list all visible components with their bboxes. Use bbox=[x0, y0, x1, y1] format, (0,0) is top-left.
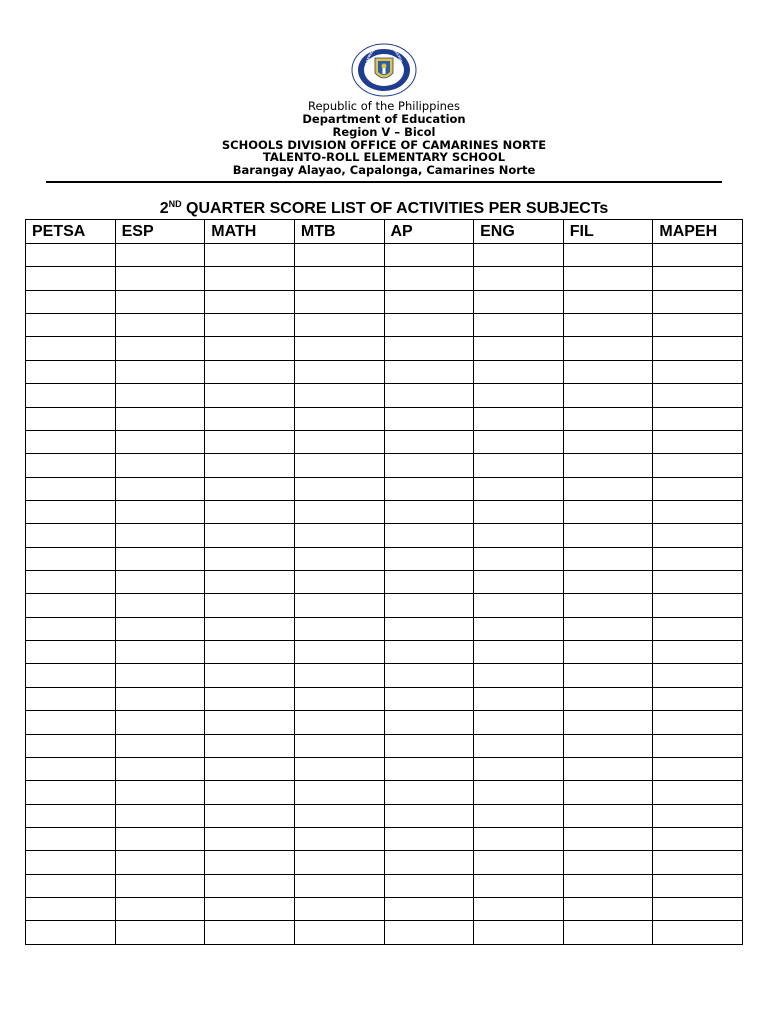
table-cell-eng[interactable] bbox=[474, 711, 564, 734]
table-cell-esp[interactable] bbox=[115, 664, 205, 687]
table-cell-mapeh[interactable] bbox=[653, 314, 743, 337]
table-cell-esp[interactable] bbox=[115, 641, 205, 664]
table-cell-mapeh[interactable] bbox=[653, 337, 743, 360]
deped-seal bbox=[351, 43, 417, 97]
table-cell-math[interactable] bbox=[205, 384, 295, 407]
table-cell-math[interactable] bbox=[205, 851, 295, 874]
table-cell-mtb[interactable] bbox=[294, 267, 384, 290]
table-cell-math[interactable] bbox=[205, 617, 295, 640]
table-cell-eng[interactable] bbox=[474, 921, 564, 945]
table-cell-petsa[interactable] bbox=[26, 664, 116, 687]
table-cell-mtb[interactable] bbox=[294, 384, 384, 407]
table-cell-ap[interactable] bbox=[384, 571, 474, 594]
table-cell-mtb[interactable] bbox=[294, 781, 384, 804]
table-cell-esp[interactable] bbox=[115, 757, 205, 780]
table-cell-petsa[interactable] bbox=[26, 687, 116, 710]
table-cell-mtb[interactable] bbox=[294, 851, 384, 874]
table-cell-petsa[interactable] bbox=[26, 384, 116, 407]
table-cell-ap[interactable] bbox=[384, 314, 474, 337]
table-row bbox=[26, 898, 743, 921]
column-header-mtb: MTB bbox=[294, 220, 384, 244]
table-row bbox=[26, 921, 743, 945]
table-row bbox=[26, 827, 743, 850]
table-cell-mapeh[interactable] bbox=[653, 407, 743, 430]
table-row bbox=[26, 851, 743, 874]
table-cell-math[interactable] bbox=[205, 430, 295, 453]
table-cell-eng[interactable] bbox=[474, 804, 564, 827]
table-cell-mtb[interactable] bbox=[294, 617, 384, 640]
table-cell-mapeh[interactable] bbox=[653, 500, 743, 523]
table-cell-mapeh[interactable] bbox=[653, 757, 743, 780]
table-cell-mtb[interactable] bbox=[294, 874, 384, 897]
table-cell-mapeh[interactable] bbox=[653, 711, 743, 734]
score-table bbox=[25, 219, 743, 945]
table-cell-eng[interactable] bbox=[474, 430, 564, 453]
table-cell-math[interactable] bbox=[205, 454, 295, 477]
table-cell-petsa[interactable] bbox=[26, 757, 116, 780]
table-cell-fil[interactable] bbox=[563, 337, 653, 360]
table-cell-mtb[interactable] bbox=[294, 664, 384, 687]
table-cell-esp[interactable] bbox=[115, 711, 205, 734]
table-row bbox=[26, 641, 743, 664]
table-cell-fil[interactable] bbox=[563, 360, 653, 383]
table-cell-ap[interactable] bbox=[384, 827, 474, 850]
table-cell-eng[interactable] bbox=[474, 547, 564, 570]
table-cell-ap[interactable] bbox=[384, 244, 474, 267]
table-cell-math[interactable] bbox=[205, 898, 295, 921]
table-cell-math[interactable] bbox=[205, 290, 295, 313]
table-row bbox=[26, 290, 743, 313]
table-cell-mapeh[interactable] bbox=[653, 594, 743, 617]
table-row bbox=[26, 407, 743, 430]
table-cell-mapeh[interactable] bbox=[653, 687, 743, 710]
table-cell-petsa[interactable] bbox=[26, 267, 116, 290]
page-title bbox=[0, 199, 768, 219]
table-cell-ap[interactable] bbox=[384, 477, 474, 500]
table-cell-fil[interactable] bbox=[563, 781, 653, 804]
table-cell-mtb[interactable] bbox=[294, 827, 384, 850]
table-cell-esp[interactable] bbox=[115, 898, 205, 921]
table-cell-fil[interactable] bbox=[563, 687, 653, 710]
table-cell-mapeh[interactable] bbox=[653, 617, 743, 640]
table-cell-esp[interactable] bbox=[115, 571, 205, 594]
table-cell-fil[interactable] bbox=[563, 314, 653, 337]
table-cell-esp[interactable] bbox=[115, 290, 205, 313]
table-cell-eng[interactable] bbox=[474, 827, 564, 850]
table-cell-eng[interactable] bbox=[474, 781, 564, 804]
table-cell-mapeh[interactable] bbox=[653, 244, 743, 267]
table-cell-mtb[interactable] bbox=[294, 711, 384, 734]
table-cell-eng[interactable] bbox=[474, 617, 564, 640]
table-body bbox=[26, 244, 743, 945]
table-row bbox=[26, 384, 743, 407]
table-cell-math[interactable] bbox=[205, 407, 295, 430]
table-cell-eng[interactable] bbox=[474, 337, 564, 360]
table-cell-fil[interactable] bbox=[563, 827, 653, 850]
table-cell-ap[interactable] bbox=[384, 781, 474, 804]
table-row bbox=[26, 267, 743, 290]
table-cell-ap[interactable] bbox=[384, 384, 474, 407]
table-cell-ap[interactable] bbox=[384, 851, 474, 874]
header-division: SCHOOLS DIVISION OFFICE OF CAMARINES NORTE bbox=[221, 138, 547, 152]
table-cell-esp[interactable] bbox=[115, 384, 205, 407]
table-cell-math[interactable] bbox=[205, 827, 295, 850]
table-row bbox=[26, 314, 743, 337]
title-superscript: ND bbox=[168, 199, 182, 209]
table-cell-esp[interactable] bbox=[115, 407, 205, 430]
table-cell-mtb[interactable] bbox=[294, 641, 384, 664]
table-cell-petsa[interactable] bbox=[26, 244, 116, 267]
table-cell-mtb[interactable] bbox=[294, 571, 384, 594]
table-cell-ap[interactable] bbox=[384, 734, 474, 757]
table-cell-fil[interactable] bbox=[563, 244, 653, 267]
table-cell-esp[interactable] bbox=[115, 430, 205, 453]
table-cell-math[interactable] bbox=[205, 921, 295, 945]
table-cell-esp[interactable] bbox=[115, 500, 205, 523]
table-cell-fil[interactable] bbox=[563, 757, 653, 780]
table-cell-mapeh[interactable] bbox=[653, 547, 743, 570]
table-cell-eng[interactable] bbox=[474, 734, 564, 757]
table-cell-ap[interactable] bbox=[384, 290, 474, 313]
table-cell-ap[interactable] bbox=[384, 757, 474, 780]
table-cell-eng[interactable] bbox=[474, 851, 564, 874]
table-cell-mtb[interactable] bbox=[294, 337, 384, 360]
column-header-fil: FIL bbox=[563, 220, 653, 244]
table-cell-mapeh[interactable] bbox=[653, 921, 743, 945]
table-row bbox=[26, 500, 743, 523]
table-cell-mtb[interactable] bbox=[294, 430, 384, 453]
table-cell-petsa[interactable] bbox=[26, 337, 116, 360]
table-cell-ap[interactable] bbox=[384, 664, 474, 687]
table-cell-petsa[interactable] bbox=[26, 734, 116, 757]
table-cell-math[interactable] bbox=[205, 757, 295, 780]
table-cell-eng[interactable] bbox=[474, 594, 564, 617]
table-row bbox=[26, 734, 743, 757]
table-cell-fil[interactable] bbox=[563, 804, 653, 827]
table-cell-eng[interactable] bbox=[474, 898, 564, 921]
table-cell-petsa[interactable] bbox=[26, 524, 116, 547]
table-cell-math[interactable] bbox=[205, 687, 295, 710]
table-cell-petsa[interactable] bbox=[26, 781, 116, 804]
table-cell-mtb[interactable] bbox=[294, 804, 384, 827]
table-cell-mapeh[interactable] bbox=[653, 898, 743, 921]
table-cell-mapeh[interactable] bbox=[653, 430, 743, 453]
header-address: Barangay Alayao, Capalonga, Camarines Norte bbox=[232, 163, 536, 177]
table-row bbox=[26, 244, 743, 267]
table-row bbox=[26, 687, 743, 710]
table-cell-math[interactable] bbox=[205, 244, 295, 267]
table-cell-ap[interactable] bbox=[384, 524, 474, 547]
table-cell-eng[interactable] bbox=[474, 641, 564, 664]
table-cell-mtb[interactable] bbox=[294, 477, 384, 500]
header-school: TALENTO-ROLL ELEMENTARY SCHOOL bbox=[262, 150, 506, 164]
table-cell-ap[interactable] bbox=[384, 641, 474, 664]
column-header-math: MATH bbox=[205, 220, 295, 244]
table-cell-math[interactable] bbox=[205, 337, 295, 360]
table-cell-math[interactable] bbox=[205, 524, 295, 547]
table-cell-eng[interactable] bbox=[474, 687, 564, 710]
table-cell-ap[interactable] bbox=[384, 804, 474, 827]
table-row bbox=[26, 594, 743, 617]
table-cell-esp[interactable] bbox=[115, 360, 205, 383]
table-cell-mtb[interactable] bbox=[294, 734, 384, 757]
table-cell-petsa[interactable] bbox=[26, 430, 116, 453]
table-cell-petsa[interactable] bbox=[26, 360, 116, 383]
table-cell-math[interactable] bbox=[205, 641, 295, 664]
table-row bbox=[26, 477, 743, 500]
table-header-row bbox=[26, 220, 743, 244]
table-cell-eng[interactable] bbox=[474, 314, 564, 337]
table-cell-mtb[interactable] bbox=[294, 757, 384, 780]
table-cell-mapeh[interactable] bbox=[653, 571, 743, 594]
table-cell-ap[interactable] bbox=[384, 874, 474, 897]
table-cell-math[interactable] bbox=[205, 547, 295, 570]
table-cell-eng[interactable] bbox=[474, 571, 564, 594]
column-header-eng: ENG bbox=[474, 220, 564, 244]
table-cell-mapeh[interactable] bbox=[653, 804, 743, 827]
table-cell-esp[interactable] bbox=[115, 594, 205, 617]
table-cell-petsa[interactable] bbox=[26, 454, 116, 477]
table-cell-fil[interactable] bbox=[563, 711, 653, 734]
table-cell-ap[interactable] bbox=[384, 921, 474, 945]
table-cell-fil[interactable] bbox=[563, 454, 653, 477]
table-cell-esp[interactable] bbox=[115, 781, 205, 804]
table-cell-mtb[interactable] bbox=[294, 244, 384, 267]
table-cell-mapeh[interactable] bbox=[653, 267, 743, 290]
table-row bbox=[26, 781, 743, 804]
table-cell-eng[interactable] bbox=[474, 360, 564, 383]
table-cell-fil[interactable] bbox=[563, 547, 653, 570]
column-header-mapeh: MAPEH bbox=[653, 220, 743, 244]
table-cell-ap[interactable] bbox=[384, 687, 474, 710]
table-cell-petsa[interactable] bbox=[26, 617, 116, 640]
table-cell-petsa[interactable] bbox=[26, 407, 116, 430]
table-cell-mapeh[interactable] bbox=[653, 477, 743, 500]
table-cell-petsa[interactable] bbox=[26, 547, 116, 570]
table-row bbox=[26, 617, 743, 640]
table-cell-eng[interactable] bbox=[474, 407, 564, 430]
column-header-petsa: PETSA bbox=[26, 220, 116, 244]
table-cell-eng[interactable] bbox=[474, 384, 564, 407]
table-cell-math[interactable] bbox=[205, 874, 295, 897]
table-cell-eng[interactable] bbox=[474, 664, 564, 687]
table-cell-mapeh[interactable] bbox=[653, 734, 743, 757]
title-prefix: 2 bbox=[159, 200, 169, 217]
table-cell-fil[interactable] bbox=[563, 500, 653, 523]
table-row bbox=[26, 360, 743, 383]
table-cell-ap[interactable] bbox=[384, 617, 474, 640]
table-row bbox=[26, 454, 743, 477]
table-cell-math[interactable] bbox=[205, 267, 295, 290]
table-cell-petsa[interactable] bbox=[26, 641, 116, 664]
table-cell-petsa[interactable] bbox=[26, 477, 116, 500]
table-cell-math[interactable] bbox=[205, 664, 295, 687]
table-cell-esp[interactable] bbox=[115, 244, 205, 267]
table-cell-esp[interactable] bbox=[115, 804, 205, 827]
table-cell-math[interactable] bbox=[205, 711, 295, 734]
table-cell-mapeh[interactable] bbox=[653, 827, 743, 850]
table-cell-eng[interactable] bbox=[474, 757, 564, 780]
table-cell-fil[interactable] bbox=[563, 874, 653, 897]
table-cell-eng[interactable] bbox=[474, 874, 564, 897]
table-cell-mtb[interactable] bbox=[294, 407, 384, 430]
table-cell-fil[interactable] bbox=[563, 290, 653, 313]
table-cell-esp[interactable] bbox=[115, 734, 205, 757]
column-header-esp: ESP bbox=[115, 220, 205, 244]
table-cell-mtb[interactable] bbox=[294, 921, 384, 945]
table-cell-mapeh[interactable] bbox=[653, 641, 743, 664]
table-cell-mtb[interactable] bbox=[294, 594, 384, 617]
table-cell-math[interactable] bbox=[205, 734, 295, 757]
table-cell-mapeh[interactable] bbox=[653, 664, 743, 687]
table-cell-ap[interactable] bbox=[384, 711, 474, 734]
table-cell-ap[interactable] bbox=[384, 337, 474, 360]
table-cell-math[interactable] bbox=[205, 804, 295, 827]
table-cell-ap[interactable] bbox=[384, 430, 474, 453]
table-row bbox=[26, 547, 743, 570]
table-cell-mapeh[interactable] bbox=[653, 781, 743, 804]
table-cell-ap[interactable] bbox=[384, 267, 474, 290]
table-cell-fil[interactable] bbox=[563, 851, 653, 874]
table-cell-fil[interactable] bbox=[563, 617, 653, 640]
table-cell-petsa[interactable] bbox=[26, 851, 116, 874]
table-cell-ap[interactable] bbox=[384, 454, 474, 477]
table-row bbox=[26, 664, 743, 687]
table-cell-mapeh[interactable] bbox=[653, 384, 743, 407]
table-cell-eng[interactable] bbox=[474, 477, 564, 500]
table-cell-eng[interactable] bbox=[474, 267, 564, 290]
table-cell-petsa[interactable] bbox=[26, 804, 116, 827]
table-cell-mtb[interactable] bbox=[294, 500, 384, 523]
table-cell-esp[interactable] bbox=[115, 454, 205, 477]
table-cell-esp[interactable] bbox=[115, 617, 205, 640]
table-cell-math[interactable] bbox=[205, 500, 295, 523]
table-cell-fil[interactable] bbox=[563, 898, 653, 921]
table-cell-fil[interactable] bbox=[563, 524, 653, 547]
table-cell-mtb[interactable] bbox=[294, 547, 384, 570]
table-row bbox=[26, 571, 743, 594]
table-cell-fil[interactable] bbox=[563, 594, 653, 617]
table-cell-ap[interactable] bbox=[384, 898, 474, 921]
table-cell-petsa[interactable] bbox=[26, 571, 116, 594]
table-cell-ap[interactable] bbox=[384, 407, 474, 430]
table-cell-mapeh[interactable] bbox=[653, 290, 743, 313]
table-cell-petsa[interactable] bbox=[26, 290, 116, 313]
table-cell-ap[interactable] bbox=[384, 360, 474, 383]
table-cell-esp[interactable] bbox=[115, 337, 205, 360]
table-cell-mtb[interactable] bbox=[294, 898, 384, 921]
table-row bbox=[26, 337, 743, 360]
table-cell-esp[interactable] bbox=[115, 921, 205, 945]
table-cell-esp[interactable] bbox=[115, 547, 205, 570]
table-cell-eng[interactable] bbox=[474, 500, 564, 523]
table-cell-fil[interactable] bbox=[563, 477, 653, 500]
table-cell-petsa[interactable] bbox=[26, 921, 116, 945]
table-row bbox=[26, 757, 743, 780]
table-cell-mtb[interactable] bbox=[294, 360, 384, 383]
table-cell-fil[interactable] bbox=[563, 641, 653, 664]
title-text: QUARTER SCORE LIST OF ACTIVITIES PER SUBJECTs bbox=[181, 200, 609, 217]
table-cell-mtb[interactable] bbox=[294, 290, 384, 313]
header-divider bbox=[46, 181, 722, 183]
table-cell-esp[interactable] bbox=[115, 524, 205, 547]
table-cell-petsa[interactable] bbox=[26, 898, 116, 921]
table-cell-eng[interactable] bbox=[474, 454, 564, 477]
table-cell-mapeh[interactable] bbox=[653, 851, 743, 874]
table-cell-mapeh[interactable] bbox=[653, 524, 743, 547]
table-row bbox=[26, 711, 743, 734]
table-cell-eng[interactable] bbox=[474, 244, 564, 267]
header-department: Department of Education bbox=[302, 112, 466, 126]
table-cell-math[interactable] bbox=[205, 360, 295, 383]
table-cell-math[interactable] bbox=[205, 314, 295, 337]
table-cell-petsa[interactable] bbox=[26, 314, 116, 337]
table-cell-fil[interactable] bbox=[563, 407, 653, 430]
table-cell-esp[interactable] bbox=[115, 267, 205, 290]
header-region: Region V – Bicol bbox=[332, 125, 436, 139]
column-header-ap: AP bbox=[384, 220, 474, 244]
table-cell-mtb[interactable] bbox=[294, 524, 384, 547]
table-cell-esp[interactable] bbox=[115, 851, 205, 874]
table-cell-petsa[interactable] bbox=[26, 594, 116, 617]
table-cell-fil[interactable] bbox=[563, 384, 653, 407]
table-cell-math[interactable] bbox=[205, 571, 295, 594]
table-cell-mapeh[interactable] bbox=[653, 454, 743, 477]
table-cell-math[interactable] bbox=[205, 477, 295, 500]
table-cell-esp[interactable] bbox=[115, 687, 205, 710]
table-cell-mtb[interactable] bbox=[294, 454, 384, 477]
table-cell-petsa[interactable] bbox=[26, 874, 116, 897]
table-cell-petsa[interactable] bbox=[26, 827, 116, 850]
table-cell-ap[interactable] bbox=[384, 547, 474, 570]
table-cell-fil[interactable] bbox=[563, 267, 653, 290]
table-cell-petsa[interactable] bbox=[26, 711, 116, 734]
table-cell-esp[interactable] bbox=[115, 477, 205, 500]
table-cell-math[interactable] bbox=[205, 781, 295, 804]
table-row bbox=[26, 524, 743, 547]
table-cell-eng[interactable] bbox=[474, 290, 564, 313]
table-cell-petsa[interactable] bbox=[26, 500, 116, 523]
table-row bbox=[26, 874, 743, 897]
table-cell-fil[interactable] bbox=[563, 921, 653, 945]
table-cell-fil[interactable] bbox=[563, 664, 653, 687]
table-cell-eng[interactable] bbox=[474, 524, 564, 547]
table-cell-mapeh[interactable] bbox=[653, 874, 743, 897]
table-cell-fil[interactable] bbox=[563, 571, 653, 594]
table-row bbox=[26, 430, 743, 453]
table-cell-mapeh[interactable] bbox=[653, 360, 743, 383]
table-cell-fil[interactable] bbox=[563, 430, 653, 453]
table-cell-ap[interactable] bbox=[384, 594, 474, 617]
table-cell-mtb[interactable] bbox=[294, 687, 384, 710]
table-cell-esp[interactable] bbox=[115, 874, 205, 897]
table-cell-esp[interactable] bbox=[115, 827, 205, 850]
header-republic: Republic of the Philippines bbox=[307, 99, 461, 113]
table-cell-math[interactable] bbox=[205, 594, 295, 617]
svg-text:KAGAWARAN NG EDUKASYON: KAGAWARAN NG EDUKASYON bbox=[364, 43, 404, 68]
table-cell-esp[interactable] bbox=[115, 314, 205, 337]
table-cell-mtb[interactable] bbox=[294, 314, 384, 337]
table-row bbox=[26, 804, 743, 827]
table-cell-ap[interactable] bbox=[384, 500, 474, 523]
table-cell-fil[interactable] bbox=[563, 734, 653, 757]
